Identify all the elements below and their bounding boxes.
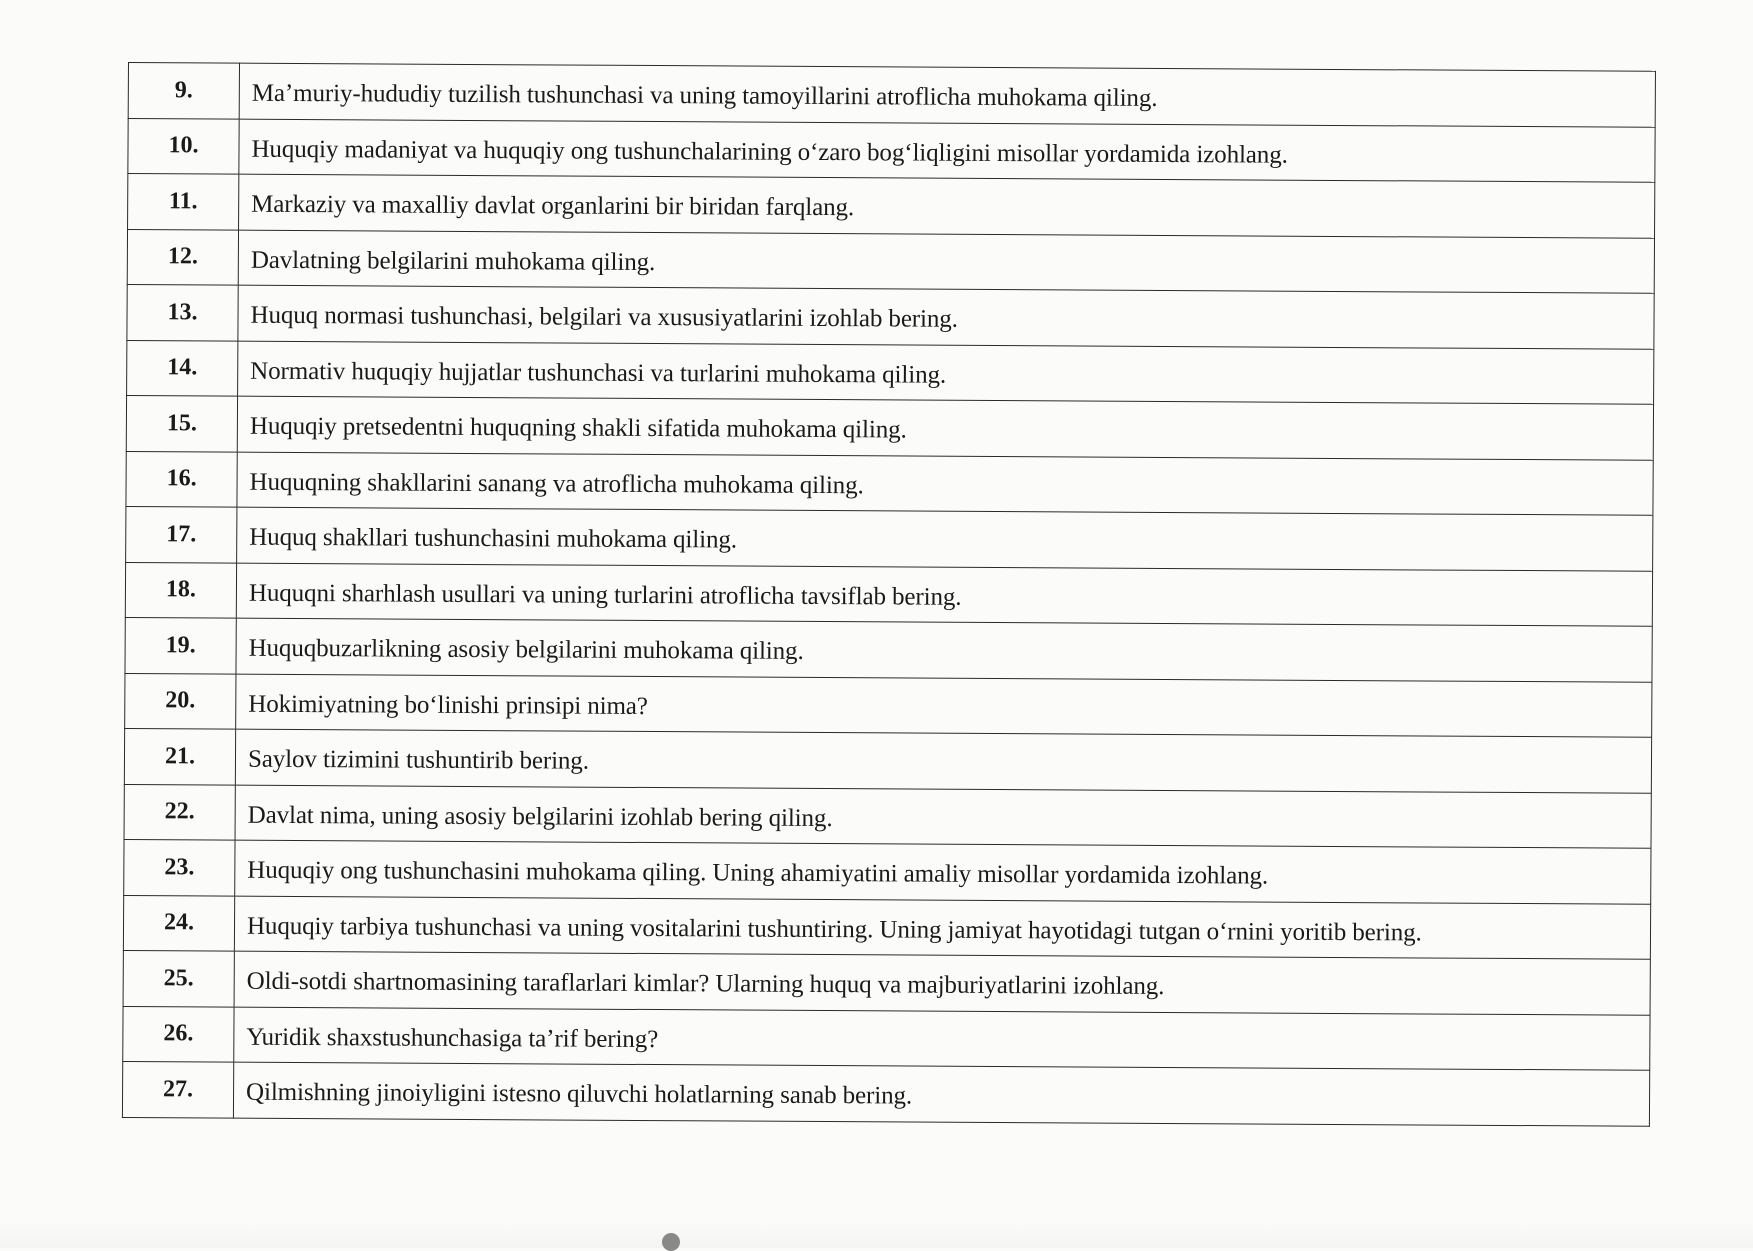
question-number: 12. bbox=[127, 229, 238, 285]
question-row bbox=[128, 63, 1655, 127]
question-text: Huquqni sharhlash usullari va uning turlarini atroflicha tavsiflab bering. bbox=[236, 563, 1652, 627]
question-text: Huquqiy madaniyat va huquqiy ong tushunchalarining o‘zaro bog‘liqligini misollar yordamida izohlang. bbox=[239, 119, 1655, 183]
question-row bbox=[126, 395, 1653, 459]
question-number: 15. bbox=[126, 395, 237, 451]
questions-table bbox=[122, 62, 1656, 1126]
question-row bbox=[126, 506, 1653, 570]
question-text: Saylov tizimini tushuntirib bering. bbox=[235, 729, 1651, 793]
question-row bbox=[123, 895, 1650, 959]
question-row bbox=[128, 174, 1655, 238]
question-row bbox=[124, 784, 1651, 848]
question-row bbox=[125, 673, 1652, 737]
question-number: 10. bbox=[128, 118, 239, 174]
question-number: 16. bbox=[126, 451, 237, 507]
question-text: Markaziy va maxalliy davlat organlarini bir biridan farqlang. bbox=[239, 174, 1655, 238]
question-number: 14. bbox=[127, 340, 238, 396]
question-text: Huquqbuzarlikning asosiy belgilarini muhokama qiling. bbox=[236, 618, 1652, 682]
question-text: Davlatning belgilarini muhokama qiling. bbox=[238, 230, 1654, 294]
question-text: Hokimiyatning bo‘linishi prinsipi nima? bbox=[236, 674, 1652, 738]
question-text: Oldi-sotdi shartnomasining taraflarlari kimlar? Ularning huquq va majburiyatlarini izohlang. bbox=[234, 951, 1650, 1015]
question-text: Huquqiy ong tushunchasini muhokama qiling. Uning ahamiyatini amaliy misollar yordamida izohlang. bbox=[235, 840, 1651, 904]
question-row bbox=[126, 451, 1653, 515]
question-row bbox=[128, 118, 1655, 182]
question-number: 22. bbox=[124, 784, 235, 840]
question-number: 27. bbox=[122, 1061, 233, 1117]
question-row bbox=[125, 617, 1652, 681]
question-number: 21. bbox=[124, 728, 235, 784]
question-text: Huquq shakllari tushunchasini muhokama qiling. bbox=[237, 507, 1653, 571]
question-number: 24. bbox=[123, 895, 234, 951]
scan-edge-shadow bbox=[0, 1222, 1753, 1248]
question-number: 19. bbox=[125, 617, 236, 673]
question-row bbox=[125, 562, 1652, 626]
question-text: Huquq normasi tushunchasi, belgilari va xususiyatlarini izohlab bering. bbox=[238, 285, 1654, 349]
question-text: Huquqiy pretsedentni huquqning shakli sifatida muhokama qiling. bbox=[237, 396, 1653, 460]
question-row bbox=[124, 839, 1651, 903]
question-text: Davlat nima, uning asosiy belgilarini izohlab bering qiling. bbox=[235, 785, 1651, 849]
question-row bbox=[124, 728, 1651, 792]
question-row bbox=[123, 950, 1650, 1014]
question-text: Qilmishning jinoiyligini istesno qiluvchi holatlarning sanab bering. bbox=[233, 1062, 1649, 1126]
question-row bbox=[123, 1006, 1650, 1070]
question-row bbox=[127, 340, 1654, 404]
question-number: 18. bbox=[125, 562, 236, 618]
question-number: 23. bbox=[124, 839, 235, 895]
question-text: Huquqning shakllarini sanang va atroflicha muhokama qiling. bbox=[237, 452, 1653, 516]
question-row bbox=[122, 1061, 1649, 1125]
question-number: 17. bbox=[126, 506, 237, 562]
question-number: 26. bbox=[123, 1006, 234, 1062]
question-number: 20. bbox=[125, 673, 236, 729]
question-text: Ma’muriy-hududiy tuzilish tushunchasi va uning tamoyillarini atroflicha muhokama qiling. bbox=[239, 63, 1655, 127]
question-number: 25. bbox=[123, 950, 234, 1006]
question-text: Huquqiy tarbiya tushunchasi va uning vositalarini tushuntiring. Uning jamiyat hayotidagi tutgan o‘rnini yoritib bering. bbox=[234, 896, 1650, 960]
question-row bbox=[127, 284, 1654, 348]
question-number: 11. bbox=[128, 174, 239, 230]
question-text: Yuridik shaxstushunchasiga ta’rif bering? bbox=[234, 1007, 1650, 1071]
question-number: 9. bbox=[128, 63, 239, 119]
question-number: 13. bbox=[127, 284, 238, 340]
question-text: Normativ huquqiy hujjatlar tushunchasi va turlarini muhokama qiling. bbox=[238, 341, 1654, 405]
question-row bbox=[127, 229, 1654, 293]
